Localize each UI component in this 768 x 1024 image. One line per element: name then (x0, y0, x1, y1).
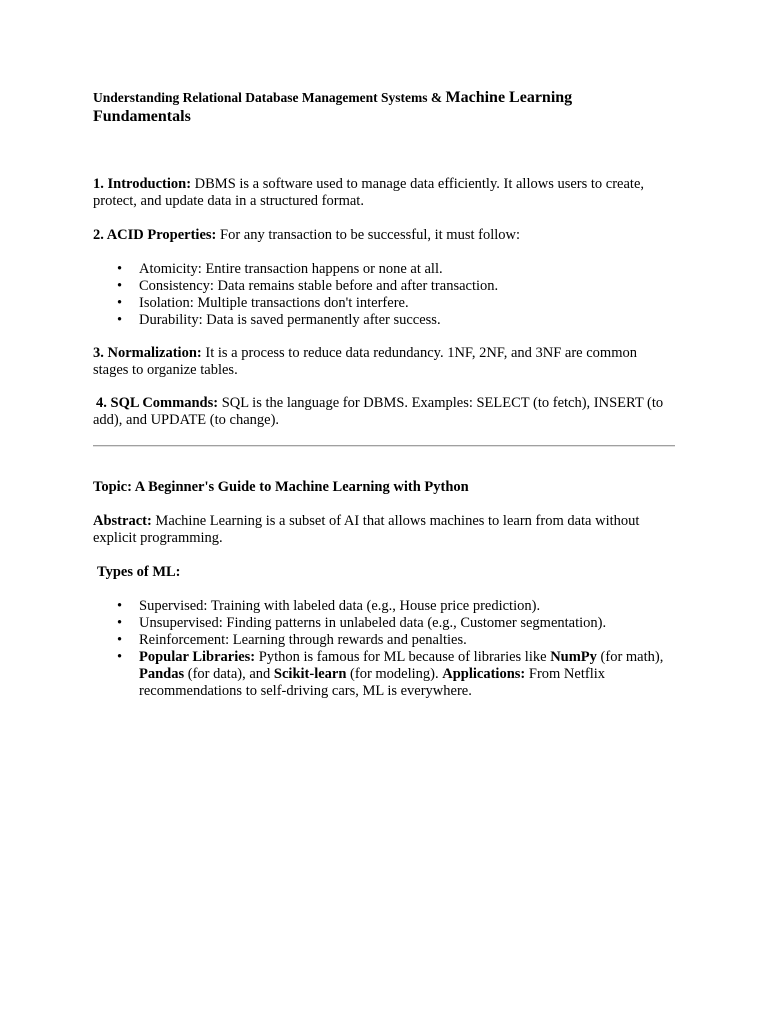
numpy-label: NumPy (550, 649, 597, 665)
sql-paragraph (93, 395, 675, 429)
acid-list (93, 261, 675, 329)
list-item-text: Isolation: Multiple transactions don't interfere. (139, 295, 409, 311)
bullet-icon: • (117, 261, 123, 277)
abstract-text: Machine Learning is a subset of AI that allows machines to learn from data without explicit programming. (93, 513, 640, 546)
title-part-1: Understanding Relational Database Management Systems & (93, 90, 446, 105)
document-title (93, 88, 675, 126)
libraries-text-2: (for math), (596, 649, 664, 665)
bullet-icon: • (117, 295, 123, 311)
bullet-icon: • (117, 632, 123, 648)
intro-paragraph (93, 176, 675, 210)
list-item (93, 615, 675, 632)
horizontal-divider (93, 445, 675, 447)
title-part-3: Fundamentals (93, 108, 191, 125)
normalization-paragraph (93, 345, 675, 379)
acid-text: For any transaction to be successful, it must follow: (216, 227, 521, 243)
acid-label: 2. ACID Properties: (93, 227, 217, 243)
types-heading: Types of ML: (97, 564, 181, 580)
bullet-icon: • (117, 649, 123, 665)
list-item (93, 295, 675, 312)
intro-text: DBMS is a software used to manage data efficiently. It allows users to create, protect, and update data in a structured format. (93, 176, 645, 209)
title-part-2: Machine Learning (445, 89, 573, 106)
libraries-text-3: (for data), and (184, 666, 274, 682)
ml-types-list (93, 598, 675, 700)
acid-paragraph (93, 227, 675, 244)
list-item-text: Consistency: Data remains stable before and after transaction. (139, 278, 499, 294)
list-item (93, 598, 675, 615)
list-item (93, 312, 675, 329)
bullet-icon: • (117, 312, 123, 328)
libraries-text-4: (for modeling). (346, 666, 443, 682)
list-item-text: Reinforcement: Learning through rewards and penalties. (139, 632, 467, 648)
libraries-text-5: From Netflix recommendations to self-driving cars, ML is everywhere. (139, 666, 606, 699)
abstract-paragraph (93, 513, 675, 547)
abstract-label: Abstract: (93, 513, 152, 529)
list-item-text: Unsupervised: Finding patterns in unlabeled data (e.g., Customer segmentation). (139, 615, 607, 631)
list-item (93, 632, 675, 649)
bullet-icon: • (117, 598, 123, 614)
list-item (93, 261, 675, 278)
list-item-text: Durability: Data is saved permanently after success. (139, 312, 441, 328)
list-item-libraries (93, 649, 675, 700)
bullet-icon: • (117, 278, 123, 294)
pandas-label: Pandas (139, 666, 185, 682)
bullet-icon: • (117, 615, 123, 631)
applications-label: Applications: (442, 666, 526, 682)
libraries-text-1: Python is famous for ML because of libraries like (255, 649, 551, 665)
normalization-label: 3. Normalization: (93, 345, 202, 361)
sql-label: 4. SQL Commands: (96, 395, 219, 411)
libraries-label: Popular Libraries: (139, 649, 256, 665)
sklearn-label: Scikit-learn (273, 666, 347, 682)
ml-topic-heading: Topic: A Beginner's Guide to Machine Learning with Python (93, 479, 469, 495)
normalization-text: It is a process to reduce data redundancy. 1NF, 2NF, and 3NF are common stages to organize tables. (93, 345, 637, 378)
list-item-text: Atomicity: Entire transaction happens or none at all. (139, 261, 443, 277)
sql-text: SQL is the language for DBMS. Examples: SELECT (to fetch), INSERT (to add), and UPDATE (to change). (93, 395, 664, 428)
list-item (93, 278, 675, 295)
intro-label: 1. Introduction: (93, 176, 192, 192)
list-item-text: Supervised: Training with labeled data (e.g., House price prediction). (139, 598, 541, 614)
